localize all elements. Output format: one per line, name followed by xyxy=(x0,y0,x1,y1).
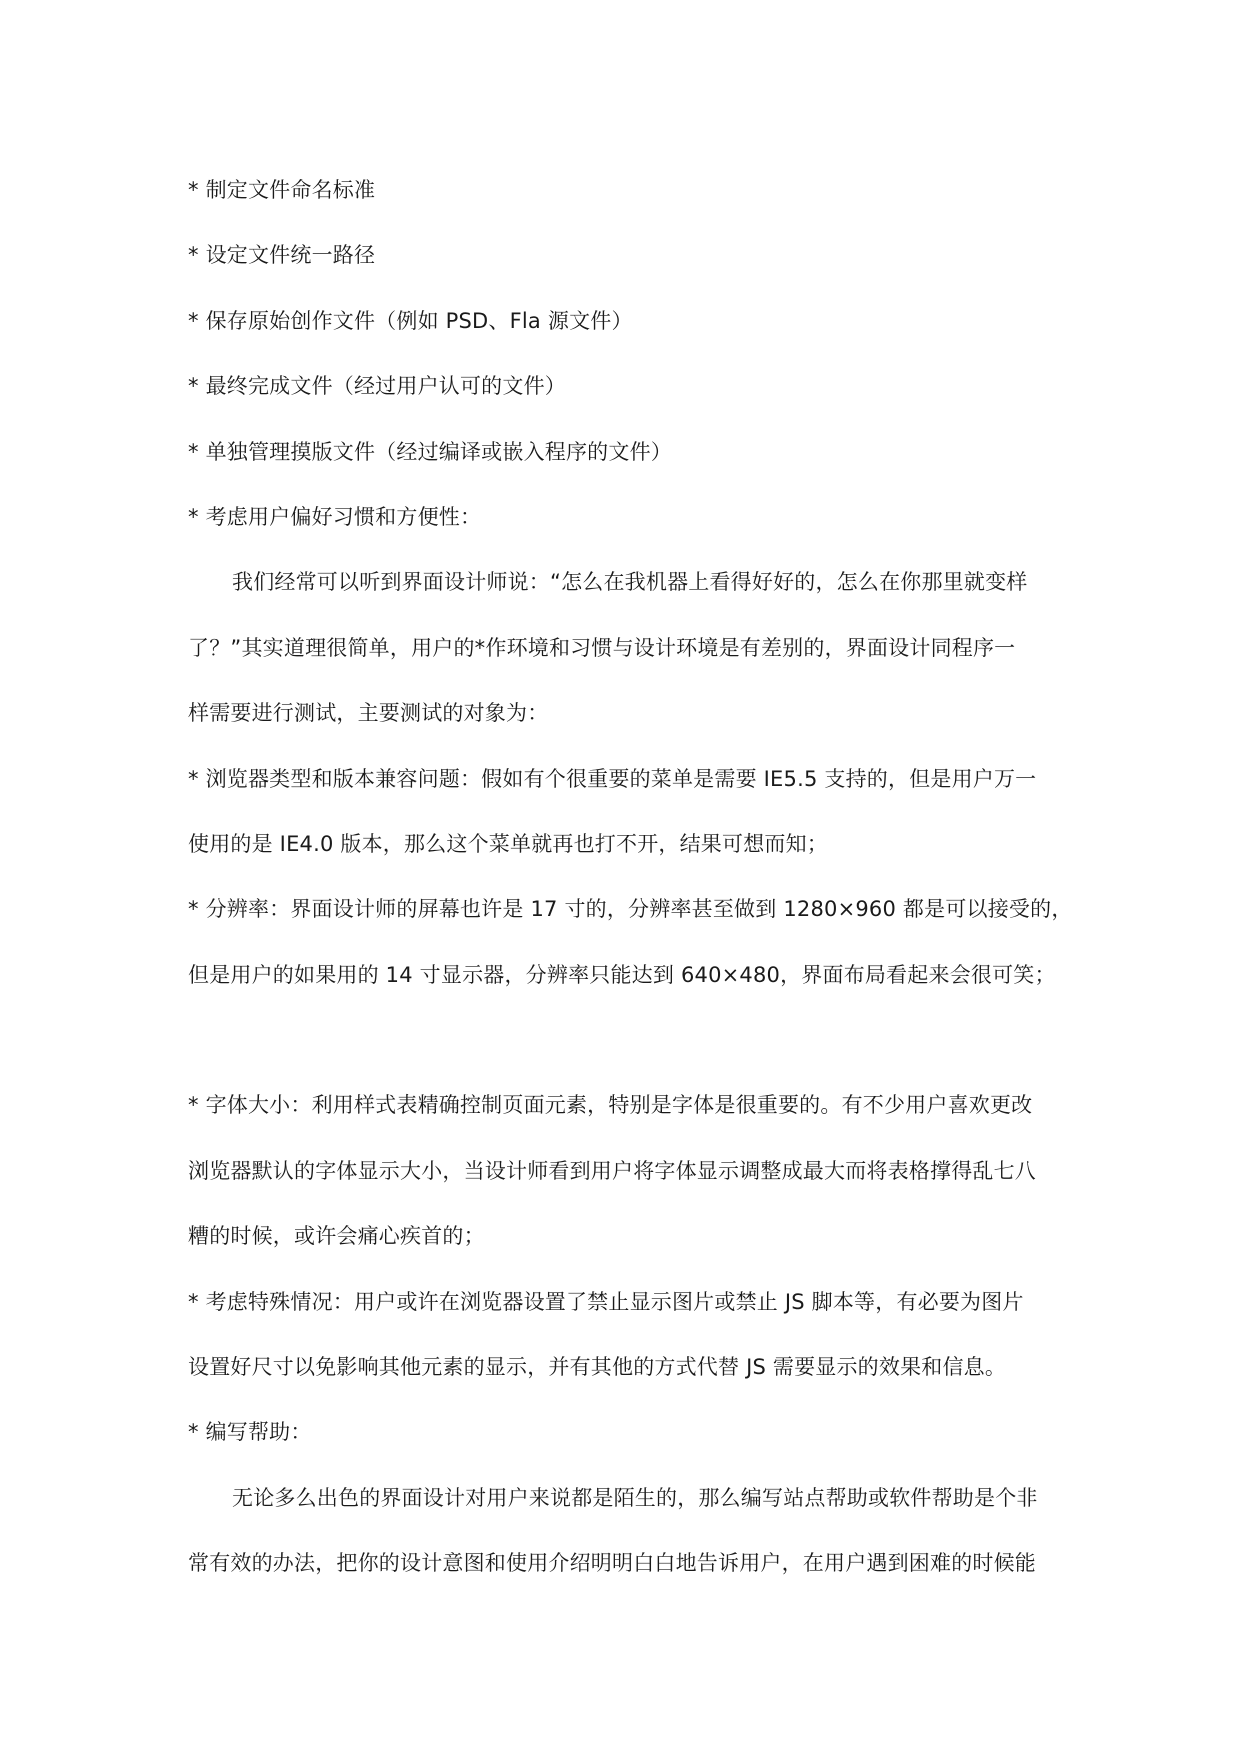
bullet-write-help: * 编写帮助： xyxy=(188,1420,312,1445)
paragraph-testing-line-1: 我们经常可以听到界面设计师说：“怎么在我机器上看得好好的，怎么在你那里就变样 xyxy=(232,570,1028,595)
bullet-template-files: * 单独管理摸版文件（经过编译或嵌入程序的文件） xyxy=(188,439,672,464)
bullet-file-path: * 设定文件统一路径 xyxy=(188,243,376,268)
bullet-resolution-line-2: 但是用户的如果用的 14 寸显示器，分辨率只能达到 640×480，界面布局看起来会很可笑； xyxy=(188,962,1056,987)
bullet-browser-compat-line-2: 使用的是 IE4.0 版本，那么这个菜单就再也打不开，结果可想而知； xyxy=(188,831,829,856)
bullet-font-size-line-3: 糟的时候，或许会痛心疾首的； xyxy=(188,1224,485,1249)
bullet-resolution-line-1: * 分辨率：界面设计师的屏幕也许是 17 寸的，分辨率甚至做到 1280×960 都是可以接受的， xyxy=(188,897,1073,922)
bullet-font-size-line-1: * 字体大小：利用样式表精确控制页面元素，特别是字体是很重要的。有不少用户喜欢更改 xyxy=(188,1093,1033,1118)
bullet-user-preferences: * 考虑用户偏好习惯和方便性： xyxy=(188,504,482,529)
paragraph-help-line-1: 无论多么出色的界面设计对用户来说都是陌生的，那么编写站点帮助或软件帮助是个非 xyxy=(232,1485,1038,1510)
paragraph-testing-line-3: 样需要进行测试，主要测试的对象为： xyxy=(188,701,549,726)
paragraph-testing-line-2: 了？”其实道理很简单，用户的*作环境和习惯与设计环境是有差别的，界面设计同程序一 xyxy=(188,635,1016,660)
bullet-special-cases-line-1: * 考虑特殊情况：用户或许在浏览器设置了禁止显示图片或禁止 JS 脚本等，有必要为图片 xyxy=(188,1289,1024,1314)
bullet-browser-compat-line-1: * 浏览器类型和版本兼容问题：假如有个很重要的菜单是需要 IE5.5 支持的，但是用户万一 xyxy=(188,766,1037,791)
bullet-save-originals: * 保存原始创作文件（例如 PSD、Fla 源文件） xyxy=(188,308,633,333)
bullet-font-size-line-2: 浏览器默认的字体显示大小，当设计师看到用户将字体显示调整成最大而将表格撑得乱七八 xyxy=(188,1158,1036,1183)
bullet-special-cases-line-2: 设置好尺寸以免影响其他元素的显示，并有其他的方式代替 JS 需要显示的效果和信息。 xyxy=(188,1355,1007,1380)
bullet-final-files: * 最终完成文件（经过用户认可的文件） xyxy=(188,374,566,399)
bullet-file-naming: * 制定文件命名标准 xyxy=(188,178,376,202)
blank-line xyxy=(188,1008,1078,1073)
document-body xyxy=(188,158,1078,1597)
paragraph-help-line-2: 常有效的办法，把你的设计意图和使用介绍明明白白地告诉用户，在用户遇到困难的时候能 xyxy=(188,1551,1036,1576)
